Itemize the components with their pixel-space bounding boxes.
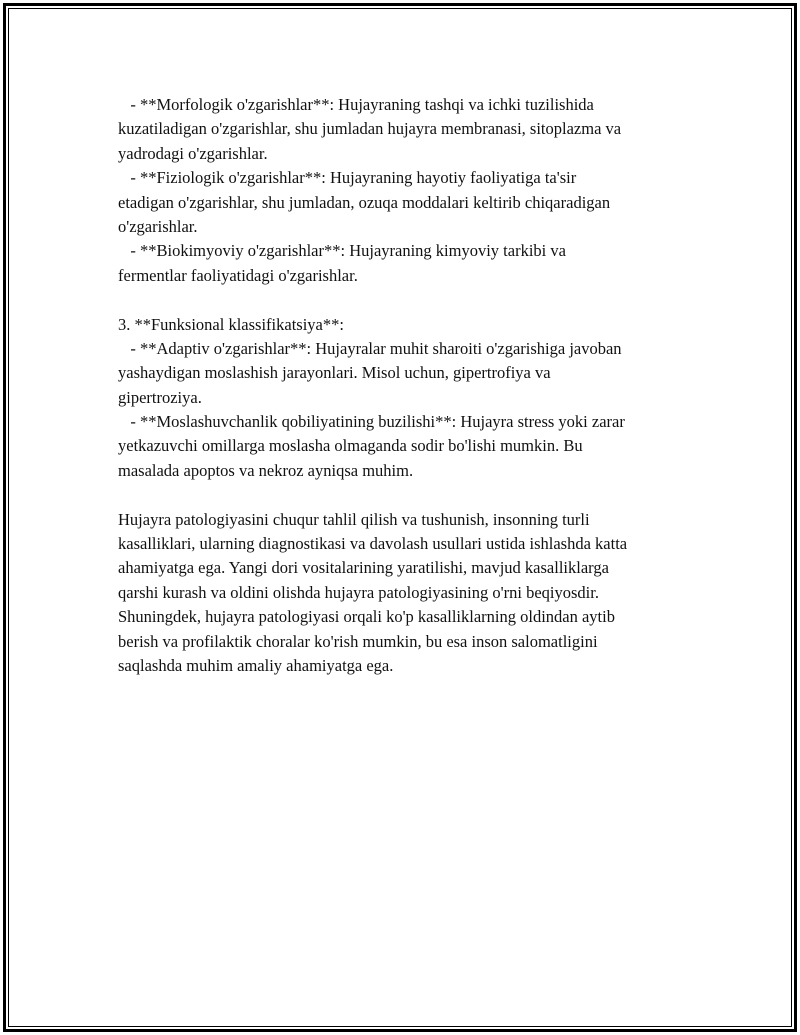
text-line: qarshi kurash va oldini olishda hujayra patologiyasining o'rni beqiyosdir. xyxy=(118,582,599,602)
document-text xyxy=(118,93,698,678)
text-line: - **Morfologik o'zgarishlar**: Hujayraning tashqi va ichki tuzilishida xyxy=(118,95,594,114)
text-line: ahamiyatga ega. Yangi dori vositalarining yaratilishi, mavjud kasalliklarga xyxy=(118,558,609,578)
text-line: - **Fiziologik o'zgarishlar**: Hujayraning hayotiy faoliyatiga ta'sir xyxy=(118,168,577,188)
text-line: saqlashda muhim amaliy ahamiyatga ega. xyxy=(118,655,394,675)
text-line: yashaydigan moslashish jarayonlari. Misol uchun, gipertrofiya va xyxy=(118,363,551,383)
text-line: masalada apoptos va nekroz ayniqsa muhim. xyxy=(118,460,414,480)
text-line: etadigan o'zgarishlar, shu jumladan, ozuqa moddalari keltirib chiqaradigan xyxy=(118,192,611,212)
text-line: o'zgarishlar. xyxy=(118,216,198,236)
text-line: kasalliklari, ularning diagnostikasi va davolash usullari ustida ishlashda katta xyxy=(118,534,628,554)
text-line: Shuningdek, hujayra patologiyasi orqali ko'p kasalliklarning oldindan aytib xyxy=(118,607,615,627)
paragraph-gap xyxy=(118,288,698,312)
text-line: kuzatiladigan o'zgarishlar, shu jumladan hujayra membranasi, sitoplazma va xyxy=(118,119,622,139)
section-heading: 3. **Funksional klassifikatsiya**: xyxy=(118,314,344,334)
text-line: yadrodagi o'zgarishlar. xyxy=(118,143,268,163)
text-line: fermentlar faoliyatidagi o'zgarishlar. xyxy=(118,265,358,285)
paragraph-gap xyxy=(118,483,698,507)
text-line: - **Adaptiv o'zgarishlar**: Hujayralar muhit sharoiti o'zgarishiga javoban xyxy=(118,338,622,358)
text-line: - **Biokimyoviy o'zgarishlar**: Hujayraning kimyoviy tarkibi va xyxy=(118,241,566,261)
text-line: Hujayra patologiyasini chuqur tahlil qilish va tushunish, insonning turli xyxy=(118,509,590,529)
text-line: gipertroziya. xyxy=(118,387,202,407)
text-line: yetkazuvchi omillarga moslasha olmaganda sodir bo'lishi mumkin. Bu xyxy=(118,436,583,456)
text-line: - **Moslashuvchanlik qobiliyatining buzilishi**: Hujayra stress yoki zarar xyxy=(118,412,625,432)
text-line: berish va profilaktik choralar ko'rish mumkin, bu esa inson salomatligini xyxy=(118,631,598,651)
